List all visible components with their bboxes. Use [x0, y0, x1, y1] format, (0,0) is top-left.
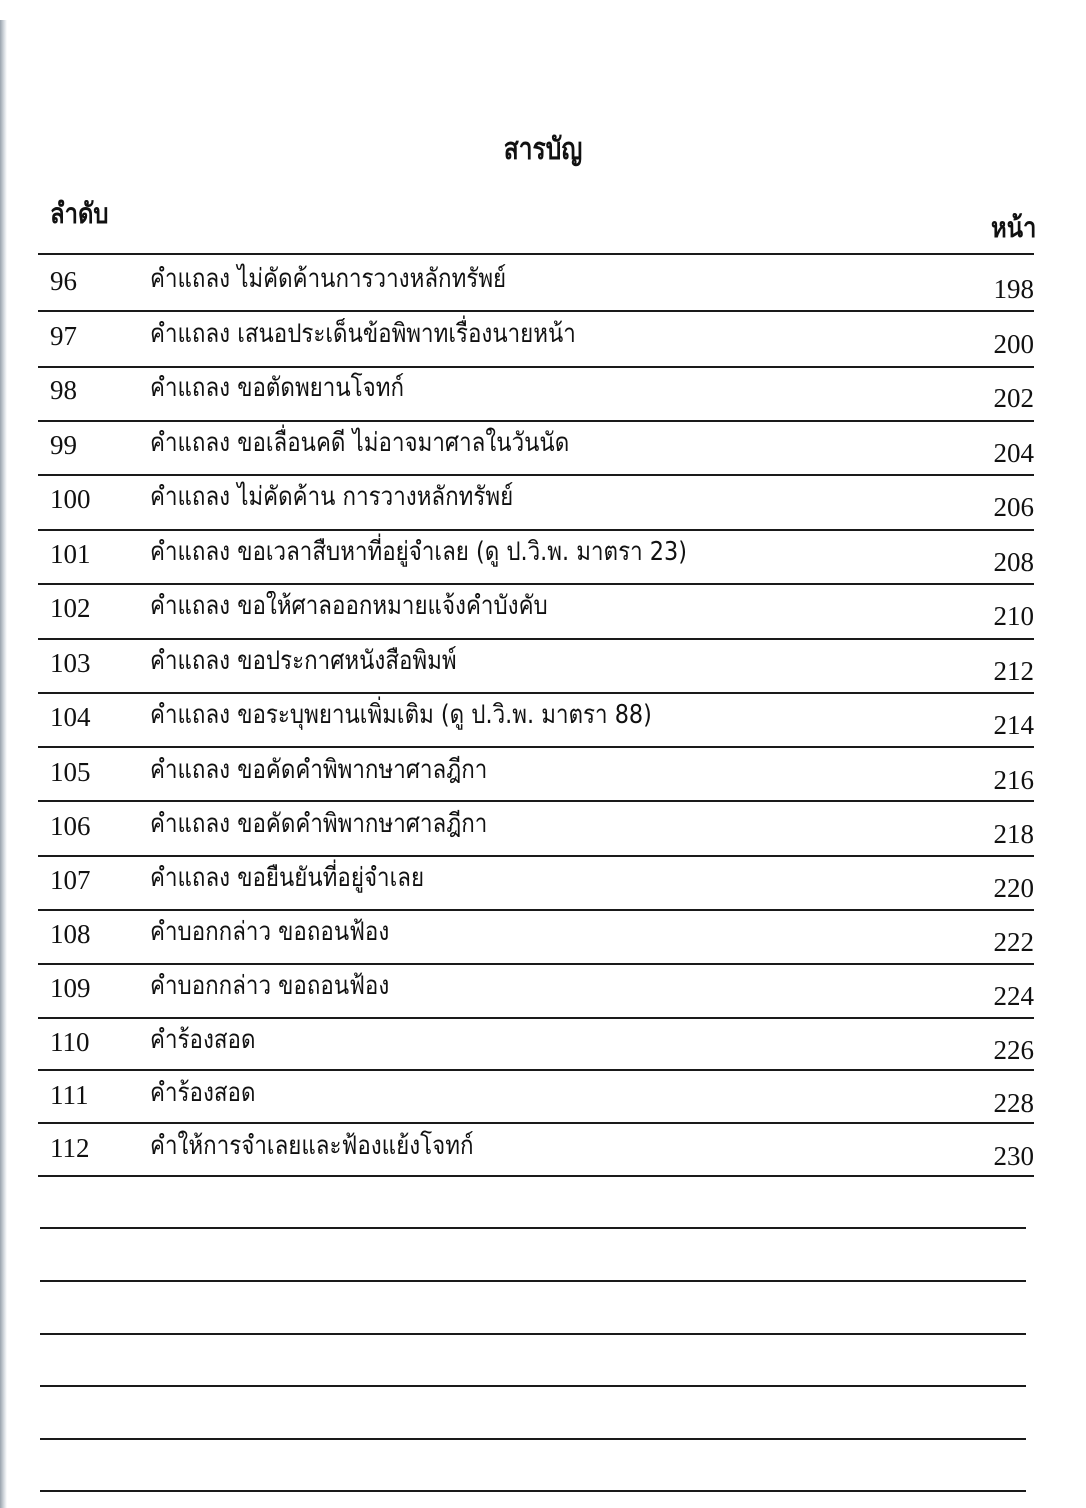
toc-entry[interactable] — [0, 420, 1086, 474]
toc-entry[interactable] — [0, 692, 1086, 746]
toc-entry[interactable] — [0, 747, 1086, 801]
entry-title: คำแถลง ขอระบุพยานเพิ่มเติม (ดู ป.วิ.พ. มาตรา 88) — [150, 700, 652, 730]
blank-ruled-line — [40, 1438, 1026, 1440]
entry-page: 200 — [993, 329, 1034, 359]
entry-number: 112 — [50, 1133, 90, 1163]
toc-entry[interactable] — [0, 1123, 1086, 1177]
entry-number: 98 — [50, 375, 77, 405]
entry-page: 230 — [993, 1141, 1034, 1171]
entry-number: 106 — [50, 811, 91, 841]
entry-number: 108 — [50, 919, 91, 949]
entry-title: คำแถลง ขอคัดคำพิพากษาศาลฎีกา — [150, 755, 488, 785]
entry-number: 111 — [50, 1080, 89, 1110]
header-divider — [38, 253, 1034, 255]
entry-title: คำแถลง ไม่คัดค้าน การวางหลักทรัพย์ — [150, 482, 514, 512]
entry-title: คำแถลง ขอประกาศหนังสือพิมพ์ — [150, 646, 457, 676]
entry-page: 224 — [993, 981, 1034, 1011]
entry-title: คำแถลง ขอยืนยันที่อยู่จำเลย — [150, 863, 425, 893]
entry-page: 214 — [993, 710, 1034, 740]
toc-entry[interactable] — [0, 638, 1086, 692]
entry-number: 102 — [50, 593, 91, 623]
entry-title: คำบอกกล่าว ขอถอนฟ้อง — [150, 917, 390, 947]
entry-page: 206 — [993, 492, 1034, 522]
toc-entry[interactable] — [0, 1070, 1086, 1124]
entry-page: 202 — [993, 383, 1034, 413]
entry-number: 96 — [50, 266, 77, 296]
toc-entry[interactable] — [0, 311, 1086, 365]
entry-page: 216 — [993, 765, 1034, 795]
entry-page: 212 — [993, 656, 1034, 686]
entry-number: 105 — [50, 757, 91, 787]
entry-number: 103 — [50, 648, 91, 678]
entry-number: 109 — [50, 973, 91, 1003]
toc-entry[interactable] — [0, 801, 1086, 855]
entry-title: คำร้องสอด — [150, 1025, 256, 1055]
toc-entry[interactable] — [0, 909, 1086, 963]
toc-entry[interactable] — [0, 583, 1086, 637]
toc-entry[interactable] — [0, 474, 1086, 528]
entry-title: คำแถลง ขอเลื่อนคดี ไม่อาจมาศาลในวันนัด — [150, 428, 570, 458]
entry-number: 97 — [50, 321, 77, 351]
blank-ruled-line — [40, 1490, 1026, 1492]
entry-title: คำให้การจำเลยและฟ้องแย้งโจทก์ — [150, 1131, 474, 1161]
entry-page: 220 — [993, 873, 1034, 903]
entry-page: 208 — [993, 547, 1034, 577]
entry-page: 198 — [993, 274, 1034, 304]
entry-page: 228 — [993, 1088, 1034, 1118]
row-divider — [38, 1175, 1034, 1177]
entry-title: คำบอกกล่าว ขอถอนฟ้อง — [150, 971, 390, 1001]
entry-number: 104 — [50, 702, 91, 732]
blank-ruled-line — [40, 1333, 1026, 1335]
entry-title: คำแถลง ไม่คัดค้านการวางหลักทรัพย์ — [150, 264, 507, 294]
entry-title: คำแถลง ขอเวลาสืบหาที่อยู่จำเลย (ดู ป.วิ.พ. มาตรา 23) — [150, 537, 687, 567]
entry-title: คำแถลง ขอคัดคำพิพากษาศาลฎีกา — [150, 809, 488, 839]
entry-title: คำแถลง เสนอประเด็นข้อพิพาทเรื่องนายหน้า — [150, 319, 576, 349]
toc-entry[interactable] — [0, 529, 1086, 583]
toc-entry[interactable] — [0, 855, 1086, 909]
blank-ruled-line — [40, 1385, 1026, 1387]
entry-title: คำแถลง ขอให้ศาลออกหมายแจ้งคำบังคับ — [150, 591, 548, 621]
entry-page: 204 — [993, 438, 1034, 468]
entry-title: คำแถลง ขอตัดพยานโจทก์ — [150, 373, 405, 403]
entry-title: คำร้องสอด — [150, 1078, 256, 1108]
page-title: สารบัญ — [503, 132, 583, 167]
entry-page: 226 — [993, 1035, 1034, 1065]
column-header-page: หน้า — [990, 211, 1036, 244]
toc-entry[interactable] — [0, 1017, 1086, 1071]
entry-number: 99 — [50, 430, 77, 460]
entry-number: 101 — [50, 539, 91, 569]
column-header-order: ลำดับ — [50, 197, 109, 230]
blank-ruled-line — [40, 1280, 1026, 1282]
entry-page: 222 — [993, 927, 1034, 957]
entry-page: 210 — [993, 601, 1034, 631]
entry-number: 110 — [50, 1027, 90, 1057]
toc-entry[interactable] — [0, 256, 1086, 310]
toc-entry[interactable] — [0, 365, 1086, 419]
blank-ruled-line — [40, 1227, 1026, 1229]
entry-number: 100 — [50, 484, 91, 514]
entry-number: 107 — [50, 865, 91, 895]
toc-entry[interactable] — [0, 963, 1086, 1017]
entry-page: 218 — [993, 819, 1034, 849]
